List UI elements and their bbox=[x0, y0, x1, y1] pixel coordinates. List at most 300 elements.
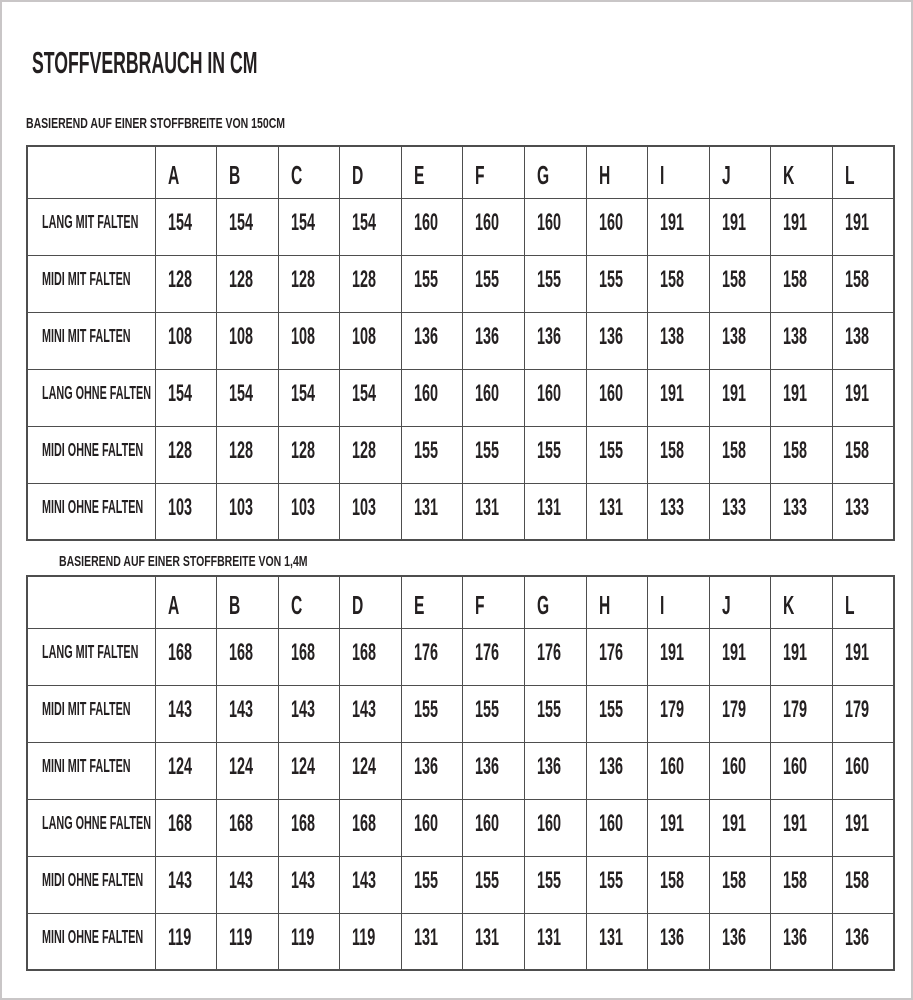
value-cell-text: 191 bbox=[721, 379, 746, 407]
table-row bbox=[27, 312, 894, 369]
value-cell-text: 158 bbox=[721, 866, 746, 894]
value-cell bbox=[340, 369, 402, 426]
value-cell bbox=[524, 426, 586, 483]
size-column-header-text: J bbox=[721, 590, 731, 620]
value-cell bbox=[217, 742, 279, 799]
value-cell-text: 119 bbox=[290, 923, 314, 951]
value-cell-text: 155 bbox=[475, 866, 500, 894]
value-cell-text: 131 bbox=[536, 923, 561, 951]
page-title bbox=[32, 45, 911, 80]
value-cell-text: 133 bbox=[783, 493, 808, 521]
value-cell bbox=[709, 913, 771, 970]
value-cell-text: 158 bbox=[660, 265, 685, 293]
value-cell bbox=[709, 685, 771, 742]
value-cell bbox=[463, 312, 525, 369]
value-cell bbox=[401, 856, 463, 913]
value-cell-text: 154 bbox=[290, 208, 315, 236]
value-cell bbox=[648, 426, 710, 483]
value-cell-text: 160 bbox=[475, 379, 500, 407]
size-column-header bbox=[278, 146, 340, 198]
value-cell bbox=[340, 742, 402, 799]
value-cell bbox=[401, 198, 463, 255]
value-cell-text: 176 bbox=[598, 638, 623, 666]
value-cell-text: 155 bbox=[413, 265, 438, 293]
value-cell-text: 158 bbox=[660, 866, 685, 894]
value-cell-text: 138 bbox=[844, 322, 869, 350]
value-cell bbox=[832, 685, 894, 742]
size-column-header bbox=[278, 576, 340, 628]
value-cell bbox=[217, 369, 279, 426]
value-cell-text: 191 bbox=[844, 208, 869, 236]
table-row bbox=[27, 198, 894, 255]
value-cell bbox=[217, 685, 279, 742]
value-cell-text: 136 bbox=[475, 322, 500, 350]
value-cell-text: 133 bbox=[721, 493, 746, 521]
value-cell bbox=[832, 426, 894, 483]
row-label bbox=[27, 255, 155, 312]
value-cell-text: 158 bbox=[844, 265, 869, 293]
value-cell bbox=[340, 426, 402, 483]
value-cell bbox=[586, 426, 648, 483]
size-column-header bbox=[771, 146, 833, 198]
table-2-subtitle bbox=[59, 553, 911, 569]
value-cell-text: 158 bbox=[721, 265, 746, 293]
table-row bbox=[27, 628, 894, 685]
value-cell-text: 155 bbox=[475, 695, 500, 723]
value-cell-text: 136 bbox=[783, 923, 808, 951]
value-cell-text: 143 bbox=[229, 695, 254, 723]
row-label-text: MINI MIT FALTEN bbox=[42, 325, 131, 346]
value-cell bbox=[217, 198, 279, 255]
value-cell-text: 191 bbox=[783, 208, 808, 236]
size-column-header-text: A bbox=[167, 590, 179, 620]
value-cell bbox=[771, 426, 833, 483]
value-cell-text: 176 bbox=[536, 638, 561, 666]
value-cell bbox=[648, 312, 710, 369]
value-cell bbox=[278, 913, 340, 970]
value-cell-text: 179 bbox=[721, 695, 746, 723]
value-cell bbox=[771, 369, 833, 426]
size-column-header-text: E bbox=[413, 160, 425, 190]
value-cell-text: 154 bbox=[352, 208, 377, 236]
value-cell bbox=[217, 856, 279, 913]
value-cell-text: 143 bbox=[167, 695, 192, 723]
value-cell bbox=[340, 628, 402, 685]
value-cell bbox=[832, 312, 894, 369]
value-cell-text: 128 bbox=[290, 265, 315, 293]
value-cell bbox=[832, 628, 894, 685]
value-cell bbox=[709, 628, 771, 685]
value-cell bbox=[340, 198, 402, 255]
value-cell bbox=[463, 742, 525, 799]
value-cell bbox=[832, 742, 894, 799]
table-row bbox=[27, 685, 894, 742]
value-cell-text: 191 bbox=[721, 809, 746, 837]
row-label-text: MINI OHNE FALTEN bbox=[42, 496, 144, 517]
value-cell bbox=[524, 483, 586, 540]
fabric-table-150cm bbox=[26, 145, 895, 541]
value-cell bbox=[648, 913, 710, 970]
value-cell-text: 143 bbox=[229, 866, 254, 894]
value-cell-text: 160 bbox=[721, 752, 746, 780]
value-cell bbox=[648, 255, 710, 312]
value-cell-text: 160 bbox=[660, 752, 685, 780]
value-cell-text: 155 bbox=[598, 265, 623, 293]
value-cell bbox=[463, 913, 525, 970]
value-cell-text: 160 bbox=[783, 752, 808, 780]
value-cell-text: 143 bbox=[290, 866, 315, 894]
value-cell-text: 103 bbox=[290, 493, 315, 521]
value-cell-text: 160 bbox=[413, 208, 438, 236]
value-cell-text: 155 bbox=[536, 695, 561, 723]
value-cell bbox=[832, 198, 894, 255]
value-cell-text: 158 bbox=[844, 866, 869, 894]
value-cell bbox=[648, 742, 710, 799]
size-column-header-text: B bbox=[229, 160, 241, 190]
row-label-text: MIDI MIT FALTEN bbox=[42, 268, 131, 289]
value-cell bbox=[278, 312, 340, 369]
size-column-header bbox=[401, 146, 463, 198]
value-cell bbox=[278, 483, 340, 540]
row-label-text: LANG MIT FALTEN bbox=[42, 641, 139, 662]
value-cell-text: 168 bbox=[229, 638, 254, 666]
value-cell-text: 154 bbox=[167, 379, 192, 407]
value-cell-text: 154 bbox=[167, 208, 192, 236]
table-row bbox=[27, 799, 894, 856]
value-cell-text: 160 bbox=[536, 379, 561, 407]
size-column-header bbox=[524, 576, 586, 628]
value-cell bbox=[524, 685, 586, 742]
size-column-header bbox=[709, 146, 771, 198]
size-column-header bbox=[340, 576, 402, 628]
row-label-text: MIDI OHNE FALTEN bbox=[42, 439, 144, 460]
value-cell bbox=[832, 483, 894, 540]
value-cell bbox=[709, 742, 771, 799]
value-cell-text: 160 bbox=[536, 208, 561, 236]
value-cell bbox=[832, 913, 894, 970]
value-cell-text: 143 bbox=[352, 866, 377, 894]
value-cell-text: 124 bbox=[352, 752, 377, 780]
row-label bbox=[27, 426, 155, 483]
value-cell bbox=[217, 426, 279, 483]
value-cell-text: 191 bbox=[783, 638, 808, 666]
value-cell-text: 160 bbox=[475, 809, 500, 837]
size-column-header bbox=[463, 146, 525, 198]
header-row bbox=[27, 576, 894, 628]
value-cell bbox=[586, 799, 648, 856]
value-cell bbox=[463, 369, 525, 426]
value-cell-text: 103 bbox=[167, 493, 192, 521]
value-cell bbox=[401, 426, 463, 483]
value-cell-text: 155 bbox=[536, 436, 561, 464]
size-column-header-text: E bbox=[413, 590, 425, 620]
size-column-header bbox=[832, 576, 894, 628]
value-cell-text: 158 bbox=[660, 436, 685, 464]
row-label bbox=[27, 369, 155, 426]
value-cell bbox=[832, 369, 894, 426]
value-cell-text: 131 bbox=[598, 923, 623, 951]
value-cell bbox=[771, 799, 833, 856]
size-column-header-text: A bbox=[167, 160, 179, 190]
row-label bbox=[27, 742, 155, 799]
size-column-header-text: K bbox=[783, 160, 795, 190]
value-cell-text: 191 bbox=[660, 809, 685, 837]
value-cell bbox=[278, 856, 340, 913]
size-column-header-text: G bbox=[536, 160, 550, 190]
value-cell bbox=[586, 742, 648, 799]
size-column-header bbox=[524, 146, 586, 198]
table-row bbox=[27, 483, 894, 540]
value-cell-text: 176 bbox=[413, 638, 438, 666]
value-cell-text: 168 bbox=[352, 809, 377, 837]
value-cell bbox=[586, 255, 648, 312]
value-cell-text: 191 bbox=[783, 379, 808, 407]
value-cell-text: 155 bbox=[413, 436, 438, 464]
size-column-header bbox=[155, 576, 217, 628]
value-cell-text: 179 bbox=[844, 695, 869, 723]
value-cell bbox=[648, 369, 710, 426]
size-column-header-text: H bbox=[598, 160, 610, 190]
value-cell bbox=[340, 255, 402, 312]
value-cell bbox=[709, 856, 771, 913]
value-cell bbox=[217, 483, 279, 540]
size-column-header bbox=[648, 576, 710, 628]
size-column-header bbox=[155, 146, 217, 198]
value-cell-text: 138 bbox=[660, 322, 685, 350]
value-cell bbox=[401, 312, 463, 369]
value-cell-text: 160 bbox=[598, 379, 623, 407]
value-cell-text: 160 bbox=[413, 379, 438, 407]
value-cell bbox=[524, 369, 586, 426]
value-cell-text: 158 bbox=[783, 866, 808, 894]
value-cell bbox=[401, 742, 463, 799]
value-cell bbox=[340, 913, 402, 970]
row-label bbox=[27, 856, 155, 913]
value-cell bbox=[278, 369, 340, 426]
value-cell bbox=[771, 628, 833, 685]
value-cell bbox=[217, 255, 279, 312]
value-cell-text: 136 bbox=[660, 923, 685, 951]
size-column-header-text: J bbox=[721, 160, 731, 190]
size-column-header-text: C bbox=[290, 160, 302, 190]
table-row bbox=[27, 913, 894, 970]
value-cell-text: 128 bbox=[290, 436, 315, 464]
size-column-header bbox=[340, 146, 402, 198]
value-cell bbox=[524, 799, 586, 856]
value-cell bbox=[463, 255, 525, 312]
value-cell bbox=[524, 198, 586, 255]
value-cell bbox=[771, 856, 833, 913]
value-cell-text: 158 bbox=[721, 436, 746, 464]
value-cell bbox=[771, 255, 833, 312]
row-label-text: MINI MIT FALTEN bbox=[42, 755, 131, 776]
value-cell bbox=[771, 312, 833, 369]
value-cell-text: 143 bbox=[290, 695, 315, 723]
value-cell bbox=[278, 198, 340, 255]
value-cell-text: 191 bbox=[660, 379, 685, 407]
value-cell-text: 131 bbox=[598, 493, 623, 521]
value-cell-text: 160 bbox=[413, 809, 438, 837]
size-column-header-text: D bbox=[352, 590, 364, 620]
table-row bbox=[27, 426, 894, 483]
value-cell bbox=[278, 799, 340, 856]
size-column-header-text: F bbox=[475, 160, 485, 190]
value-cell-text: 124 bbox=[290, 752, 315, 780]
value-cell bbox=[709, 483, 771, 540]
size-column-header bbox=[648, 146, 710, 198]
value-cell bbox=[340, 312, 402, 369]
value-cell bbox=[586, 312, 648, 369]
row-label-text: LANG OHNE FALTEN bbox=[42, 812, 152, 833]
value-cell-text: 160 bbox=[598, 208, 623, 236]
value-cell bbox=[401, 369, 463, 426]
value-cell-text: 155 bbox=[413, 866, 438, 894]
value-cell bbox=[278, 742, 340, 799]
value-cell-text: 191 bbox=[783, 809, 808, 837]
value-cell-text: 108 bbox=[167, 322, 192, 350]
value-cell-text: 103 bbox=[229, 493, 254, 521]
value-cell-text: 128 bbox=[229, 436, 254, 464]
row-label bbox=[27, 483, 155, 540]
value-cell-text: 176 bbox=[475, 638, 500, 666]
value-cell bbox=[832, 255, 894, 312]
value-cell-text: 136 bbox=[536, 322, 561, 350]
value-cell bbox=[524, 742, 586, 799]
size-column-header-text: I bbox=[660, 160, 665, 190]
value-cell-text: 119 bbox=[229, 923, 253, 951]
value-cell-text: 131 bbox=[475, 923, 500, 951]
value-cell-text: 158 bbox=[783, 265, 808, 293]
value-cell bbox=[401, 255, 463, 312]
value-cell-text: 131 bbox=[413, 493, 438, 521]
value-cell-text: 155 bbox=[413, 695, 438, 723]
value-cell bbox=[771, 198, 833, 255]
value-cell bbox=[586, 483, 648, 540]
value-cell bbox=[401, 483, 463, 540]
value-cell-text: 168 bbox=[167, 638, 192, 666]
value-cell-text: 154 bbox=[290, 379, 315, 407]
value-cell-text: 179 bbox=[783, 695, 808, 723]
size-column-header-text: C bbox=[290, 590, 302, 620]
table-row bbox=[27, 856, 894, 913]
value-cell-text: 155 bbox=[536, 265, 561, 293]
value-cell-text: 133 bbox=[844, 493, 869, 521]
value-cell-text: 155 bbox=[475, 436, 500, 464]
value-cell-text: 108 bbox=[290, 322, 315, 350]
size-column-header bbox=[709, 576, 771, 628]
row-label bbox=[27, 685, 155, 742]
value-cell bbox=[463, 483, 525, 540]
value-cell bbox=[586, 856, 648, 913]
value-cell bbox=[340, 685, 402, 742]
value-cell-text: 191 bbox=[844, 638, 869, 666]
row-label-text: MIDI MIT FALTEN bbox=[42, 698, 131, 719]
table-row bbox=[27, 742, 894, 799]
value-cell-text: 119 bbox=[352, 923, 376, 951]
row-label bbox=[27, 628, 155, 685]
value-cell bbox=[463, 856, 525, 913]
value-cell bbox=[648, 685, 710, 742]
value-cell bbox=[278, 685, 340, 742]
value-cell bbox=[832, 799, 894, 856]
value-cell bbox=[524, 628, 586, 685]
value-cell-text: 191 bbox=[660, 638, 685, 666]
value-cell bbox=[217, 312, 279, 369]
value-cell bbox=[648, 799, 710, 856]
corner-cell bbox=[27, 576, 155, 628]
size-column-header-text: L bbox=[844, 590, 855, 620]
value-cell bbox=[463, 799, 525, 856]
value-cell bbox=[340, 483, 402, 540]
value-cell-text: 124 bbox=[229, 752, 254, 780]
size-column-header-text: G bbox=[536, 590, 550, 620]
value-cell bbox=[586, 628, 648, 685]
value-cell bbox=[463, 198, 525, 255]
value-cell-text: 154 bbox=[229, 379, 254, 407]
value-cell-text: 191 bbox=[721, 638, 746, 666]
size-column-header bbox=[771, 576, 833, 628]
value-cell bbox=[771, 685, 833, 742]
value-cell bbox=[586, 685, 648, 742]
value-cell bbox=[771, 742, 833, 799]
value-cell bbox=[217, 913, 279, 970]
value-cell-text: 155 bbox=[598, 866, 623, 894]
value-cell bbox=[709, 799, 771, 856]
size-column-header-text: D bbox=[352, 160, 364, 190]
value-cell-text: 128 bbox=[352, 436, 377, 464]
value-cell-text: 133 bbox=[660, 493, 685, 521]
value-cell-text: 143 bbox=[167, 866, 192, 894]
value-cell bbox=[524, 255, 586, 312]
value-cell-text: 136 bbox=[413, 752, 438, 780]
value-cell-text: 131 bbox=[536, 493, 561, 521]
value-cell-text: 191 bbox=[844, 809, 869, 837]
size-column-header bbox=[463, 576, 525, 628]
row-label bbox=[27, 312, 155, 369]
row-label-text: LANG OHNE FALTEN bbox=[42, 382, 152, 403]
value-cell-text: 160 bbox=[475, 208, 500, 236]
table-1-subtitle-text: BASIEREND AUF EINER STOFFBREITE VON 150CM bbox=[26, 115, 286, 132]
value-cell-text: 124 bbox=[167, 752, 192, 780]
value-cell bbox=[401, 913, 463, 970]
value-cell-text: 136 bbox=[413, 322, 438, 350]
value-cell-text: 131 bbox=[413, 923, 438, 951]
value-cell bbox=[524, 312, 586, 369]
size-column-header bbox=[586, 576, 648, 628]
value-cell-text: 131 bbox=[475, 493, 500, 521]
value-cell bbox=[771, 483, 833, 540]
value-cell-text: 138 bbox=[783, 322, 808, 350]
value-cell-text: 168 bbox=[290, 638, 315, 666]
value-cell bbox=[340, 856, 402, 913]
value-cell-text: 160 bbox=[536, 809, 561, 837]
value-cell-text: 155 bbox=[598, 695, 623, 723]
value-cell-text: 108 bbox=[352, 322, 377, 350]
value-cell-text: 128 bbox=[167, 265, 192, 293]
value-cell-text: 128 bbox=[229, 265, 254, 293]
size-column-header bbox=[586, 146, 648, 198]
size-column-header-text: K bbox=[783, 590, 795, 620]
value-cell bbox=[524, 913, 586, 970]
corner-cell bbox=[27, 146, 155, 198]
value-cell bbox=[648, 198, 710, 255]
size-column-header bbox=[832, 146, 894, 198]
value-cell-text: 136 bbox=[844, 923, 869, 951]
size-column-header-text: H bbox=[598, 590, 610, 620]
value-cell bbox=[463, 628, 525, 685]
value-cell bbox=[771, 913, 833, 970]
row-label bbox=[27, 913, 155, 970]
